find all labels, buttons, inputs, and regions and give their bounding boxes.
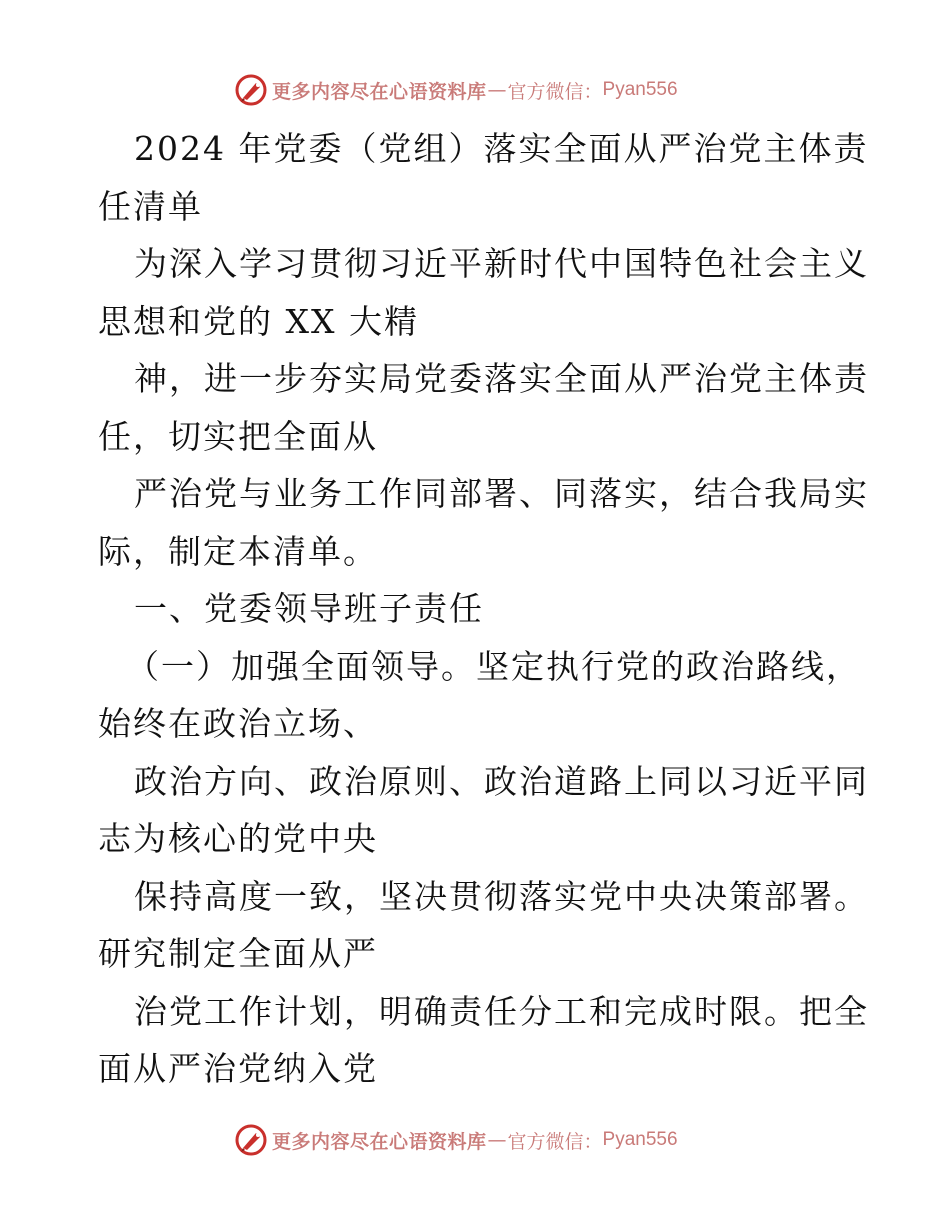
paragraph-line: 保持高度一致，坚决贯彻落实党中央决策部署。	[134, 876, 869, 916]
paragraph-line: 为深入学习贯彻习近平新时代中国特色社会主义	[134, 244, 869, 283]
watermark-title: 更多内容尽在心语资料库	[272, 80, 487, 103]
watermark-wechat-id: Pyan556	[602, 79, 678, 100]
paragraph-line: 任，切实把全面从	[98, 416, 378, 456]
watermark-dash: —	[487, 1129, 507, 1151]
footer-watermark	[234, 1122, 678, 1158]
header-watermark	[234, 72, 678, 108]
watermark-wechat-label: 官方微信：	[507, 1130, 603, 1153]
watermark-wechat-label: 官方微信：	[507, 80, 603, 103]
paragraph-line: 神，进一步夯实局党委落实全面从严治党主体责	[134, 359, 869, 398]
title-line-2: 任清单	[98, 186, 203, 226]
paragraph-line: 严治党与业务工作同部署、同落实，结合我局实	[134, 474, 869, 513]
document-body	[98, 120, 869, 1098]
paragraph-line: 际，制定本清单。	[98, 531, 378, 571]
paragraph-line: 政治方向、政治原则、政治道路上同以习近平同	[134, 761, 869, 801]
title-line-1: 2024 年党委（党组）落实全面从严治党主体责	[134, 129, 869, 168]
paragraph-line: 志为核心的党中央	[98, 819, 378, 858]
paragraph-line: 研究制定全面从严	[98, 934, 378, 973]
watermark-title: 更多内容尽在心语资料库	[272, 1130, 487, 1153]
watermark-wechat-id: Pyan556	[602, 1129, 678, 1150]
paragraph-line: 治党工作计划，明确责任分工和完成时限。把全	[134, 991, 869, 1031]
paragraph-line: 始终在政治立场、	[98, 704, 378, 743]
pen-logo-icon	[234, 73, 268, 107]
watermark-dash: —	[487, 79, 507, 101]
paragraph-line: 思想和党的 XX 大精	[98, 301, 419, 341]
section-heading: 一、党委领导班子责任	[134, 589, 484, 628]
paragraph-line: 面从严治党纳入党	[98, 1049, 378, 1088]
pen-logo-icon	[234, 1123, 268, 1157]
paragraph-line: （一）加强全面领导。坚定执行党的政治路线，	[126, 646, 861, 686]
